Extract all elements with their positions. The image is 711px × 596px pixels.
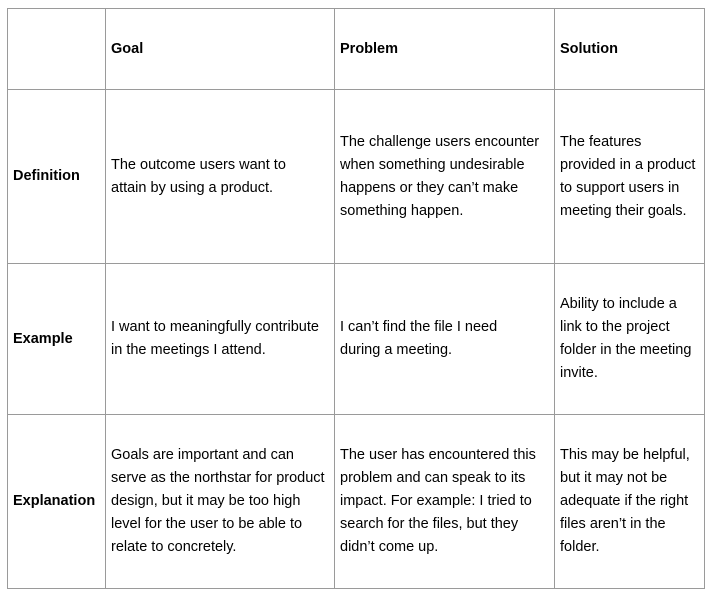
cell-definition-solution: The features provided in a product to support users in meeting their goals.	[555, 90, 705, 264]
cell-explanation-solution: This may be helpful, but it may not be adequate if the right files aren’t in the folder.	[555, 415, 705, 589]
cell-example-problem: I can’t find the file I need during a meeting.	[335, 264, 555, 415]
header-cell-solution: Solution	[555, 9, 705, 90]
comparison-table	[7, 8, 705, 589]
table-row-definition	[8, 90, 705, 264]
row-label-example: Example	[8, 264, 106, 415]
cell-explanation-goal: Goals are important and can serve as the northstar for product design, but it may be too high level for the user to be able to relate to concretely.	[106, 415, 335, 589]
cell-example-goal: I want to meaningfully contribute in the meetings I attend.	[106, 264, 335, 415]
row-label-definition: Definition	[8, 90, 106, 264]
header-cell-problem: Problem	[335, 9, 555, 90]
cell-explanation-problem: The user has encountered this problem and can speak to its impact. For example: I tried to search for the files, but they didn’t come up.	[335, 415, 555, 589]
table-header-row	[8, 9, 705, 90]
cell-definition-goal: The outcome users want to attain by using a product.	[106, 90, 335, 264]
header-cell-empty	[8, 9, 106, 90]
header-cell-goal: Goal	[106, 9, 335, 90]
table-row-example	[8, 264, 705, 415]
row-label-explanation: Explanation	[8, 415, 106, 589]
cell-definition-problem: The challenge users encounter when something undesirable happens or they can’t make something happen.	[335, 90, 555, 264]
cell-example-solution: Ability to include a link to the project folder in the meeting invite.	[555, 264, 705, 415]
table-row-explanation	[8, 415, 705, 589]
